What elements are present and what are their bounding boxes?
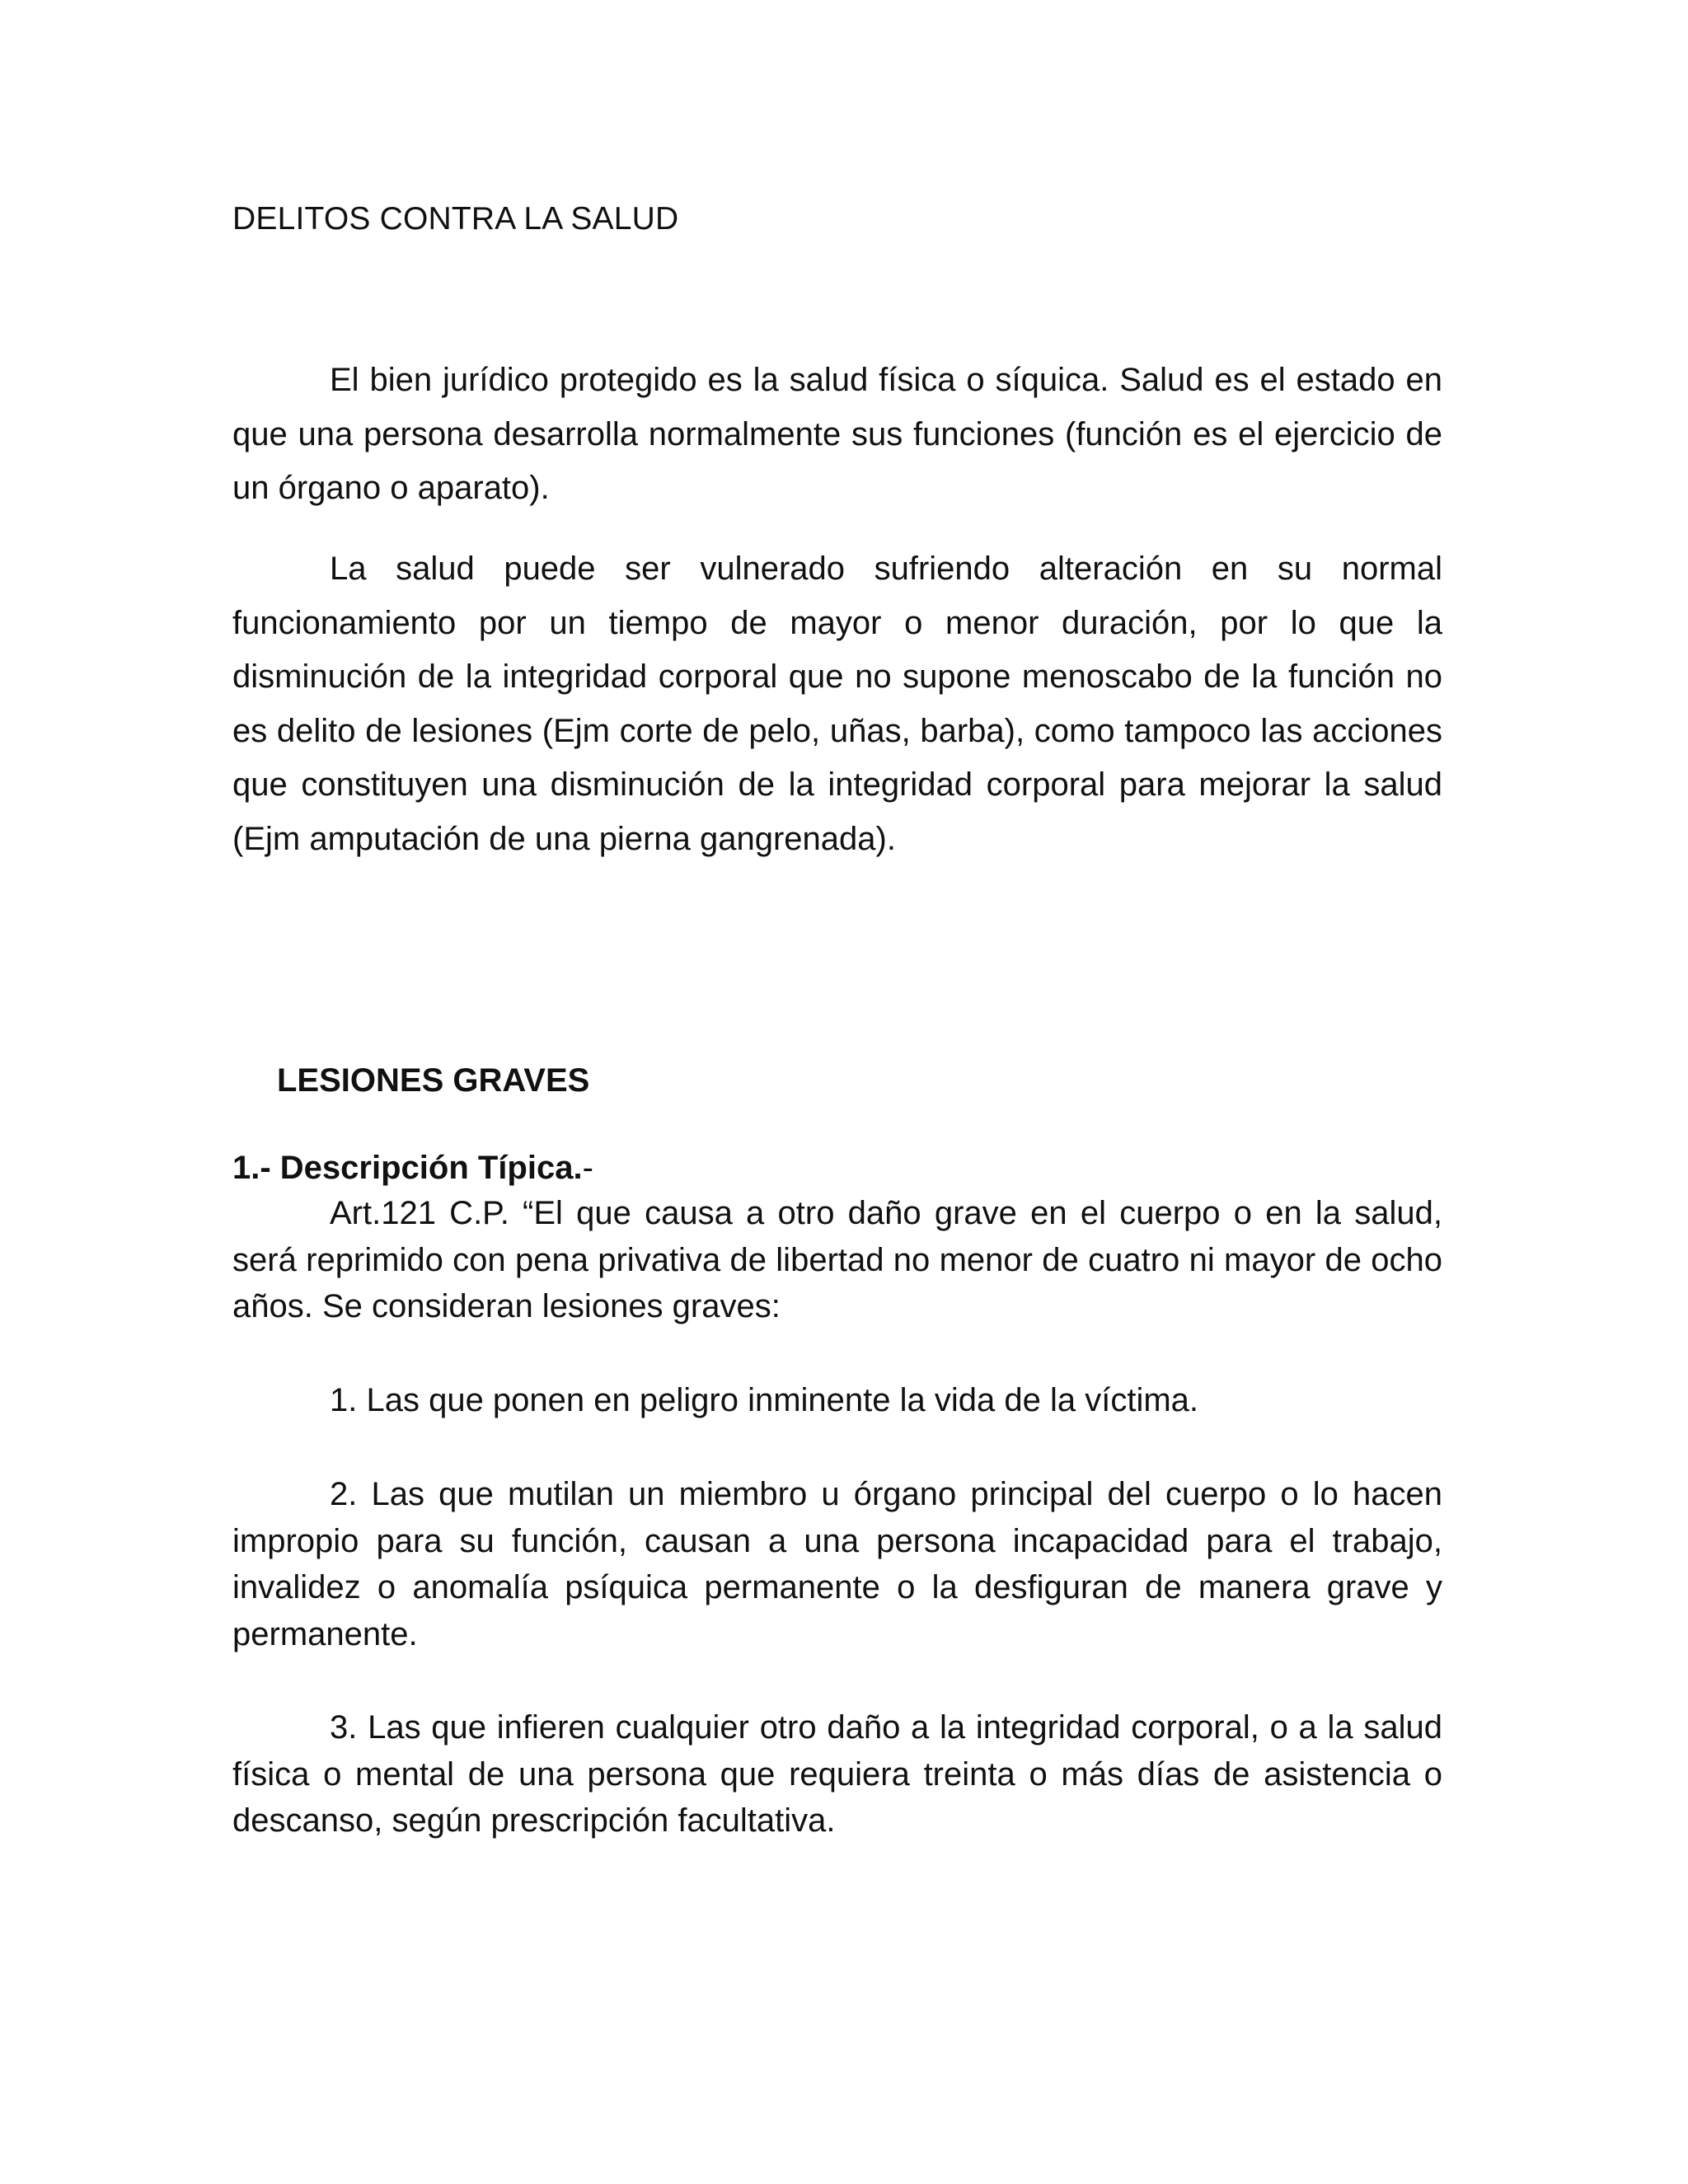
list-item: 3. Las que infieren cualquier otro daño a la integridad corporal, o a la salud física o mental de una persona que requiera treinta o más días de asistencia o descanso, según prescripción facultativa.	[232, 1709, 1442, 1840]
article-text: Art.121 C.P. “El que causa a otro daño grave en el cuerpo o en la salud, será reprimido con pena privativa de libertad no menor de cuatro ni mayor de ocho años. Se consideran lesiones graves:	[232, 1195, 1442, 1325]
paragraph-bien-juridico: El bien jurídico protegido es la salud física o síquica. Salud es el estado en que una persona desarrolla normalmente sus funciones (función es el ejercicio de un órgano o aparato).	[232, 362, 1442, 506]
paragraph-vulneracion-salud: La salud puede ser vulnerado sufriendo alteración en su normal funcionamiento por un tiempo de mayor o menor duración, por lo que la disminución de la integridad corporal que no supone menoscabo de la función no es delito de lesiones (Ejm corte de pelo, uñas, barba), como tampoco las acciones que constituyen una disminución de la integridad corporal para mejorar la salud (Ejm amputación de una pierna gangrenada).	[232, 551, 1442, 857]
list-item: 1. Las que ponen en peligro inminente la vida de la víctima.	[330, 1382, 1199, 1418]
subheading-bold: 1.- Descripción Típica.	[232, 1150, 583, 1186]
subheading	[232, 1145, 1442, 1191]
page-title: DELITOS CONTRA LA SALUD	[232, 201, 679, 237]
section-heading: LESIONES GRAVES	[277, 1062, 590, 1099]
list-item: 2. Las que mutilan un miembro u órgano principal del cuerpo o lo hacen impropio para su función, causan a una persona incapacidad para el trabajo, invalidez o anomalía psíquica permanente o la desfiguran de manera grave y permanente.	[232, 1476, 1442, 1653]
subheading-trailing: -	[582, 1150, 593, 1186]
